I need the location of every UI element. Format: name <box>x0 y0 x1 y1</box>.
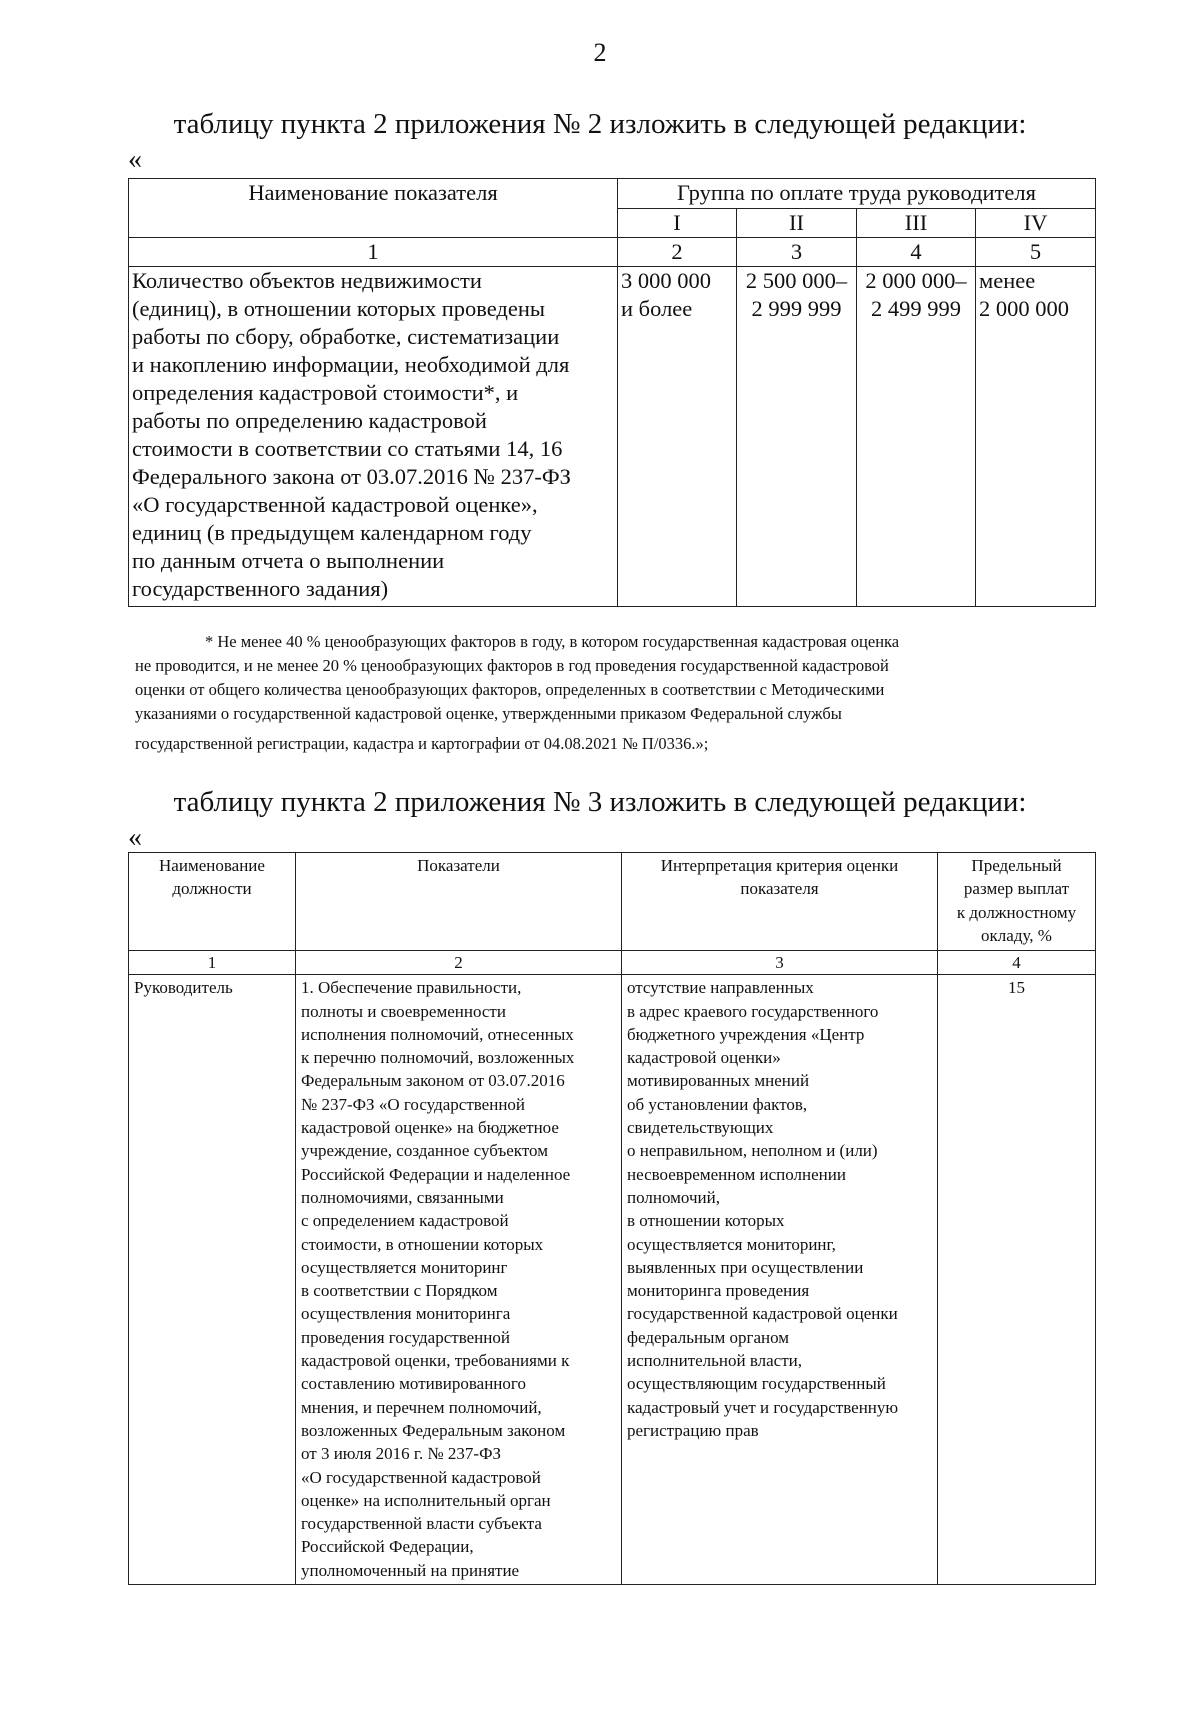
indicator-text: 1. Обеспечение правильности, полноты и своевременности исполнения полномочий, отнесенных к перечню полномочий, возложенных Федеральным законом от 03.07.2016 № 237-ФЗ «О государственной кадастровой оценке» на бюджетное учреждение, созданное субъектом Российской Федерации и наделенное полномочиями, связанными с определением кадастровой стоимости, в отношении которых осуществляется мониторинг в соответствии с Порядком осуществления мониторинга проведения государственной кадастровой оценки, требованиями к составлению мотивированного мнения, и перечнем полномочий, возложенных Федеральным законом от 3 июля 2016 г. № 237-ФЗ «О государственной кадастровой оценке» на исполнительный орган государственной власти субъекта Российской Федерации, уполномоченный на принятие <box>296 975 622 1585</box>
section2-open-quote: « <box>128 822 142 853</box>
payment-limit-value: 15 <box>938 975 1096 1585</box>
footnote-line: оценки от общего количества ценообразующих факторов, определенных в соответствии с Методическими <box>135 680 885 699</box>
section1-open-quote: « <box>128 144 142 175</box>
footnote-line: указаниями о государственной кадастровой оценке, утвержденными приказом Федеральной службы <box>135 704 842 723</box>
column-number: 3 <box>622 951 938 975</box>
column-number: 5 <box>976 238 1096 267</box>
column-number: 4 <box>857 238 976 267</box>
header-position-name: Наименование должности <box>129 853 296 951</box>
footnote-line: государственной регистрации, кадастра и картографии от 04.08.2021 № П/0336.»; <box>135 734 709 753</box>
value-group-i: 3 000 000 и более <box>618 267 737 607</box>
section2-heading: таблицу пункта 2 приложения № 3 изложить в следующей редакции: <box>173 786 1027 818</box>
value-group-iv: менее 2 000 000 <box>976 267 1096 607</box>
column-number: 1 <box>129 951 296 975</box>
group-iii: III <box>857 209 976 238</box>
column-number: 3 <box>737 238 857 267</box>
group-iv: IV <box>976 209 1096 238</box>
column-number: 4 <box>938 951 1096 975</box>
group-ii: II <box>737 209 857 238</box>
header-criteria-interpretation: Интерпретация критерия оценки показателя <box>622 853 938 951</box>
value-group-ii: 2 500 000– 2 999 999 <box>737 267 857 607</box>
value-group-iii: 2 000 000– 2 499 999 <box>857 267 976 607</box>
footnote <box>135 630 1100 756</box>
group-i: I <box>618 209 737 238</box>
page-number: 2 <box>593 38 607 67</box>
header-indicator-name: Наименование показателя <box>129 179 618 238</box>
interpretation-text: отсутствие направленных в адрес краевого государственного бюджетного учреждения «Центр кадастровой оценки» мотивированных мнений об установлении фактов, свидетельствующих о неправильном, неполном и (или) несвоевременном исполнении полномочий, в отношении которых осуществляется мониторинг, выявленных при осуществлении мониторинга проведения государственной кадастровой оценки федеральным органом исполнительной власти, осуществляющим государственный кадастровый учет и государственную регистрацию прав <box>622 975 938 1585</box>
bonus-criteria-table <box>128 852 1096 1585</box>
footnote-line: * Не менее 40 % ценообразующих факторов в году, в котором государственная кадастровая оценка <box>205 632 900 651</box>
header-indicators: Показатели <box>296 853 622 951</box>
column-number: 2 <box>618 238 737 267</box>
header-pay-group: Группа по оплате труда руководителя <box>618 179 1096 209</box>
header-payment-limit: Предельный размер выплат к должностному окладу, % <box>938 853 1096 951</box>
position-director: Руководитель <box>129 975 296 1585</box>
row-label-real-estate-objects: Количество объектов недвижимости (единиц), в отношении которых проведены работы по сбору, обработке, систематизации и накоплению информации, необходимой для определения кадастровой стоимости*, и работы по определению кадастровой стоимости в соответствии со статьями 14, 16 Федерального закона от 03.07.2016 № 237-ФЗ «О государственной кадастровой оценке», единиц (в предыдущем календарном году по данным отчета о выполнении государственного задания) <box>129 267 618 607</box>
column-number: 2 <box>296 951 622 975</box>
indicator-group-table <box>128 178 1096 607</box>
footnote-line: не проводится, и не менее 20 % ценообразующих факторов в год проведения государственной кадастровой <box>135 656 889 675</box>
column-number: 1 <box>129 238 618 267</box>
section1-heading: таблицу пункта 2 приложения № 2 изложить в следующей редакции: <box>173 108 1027 140</box>
